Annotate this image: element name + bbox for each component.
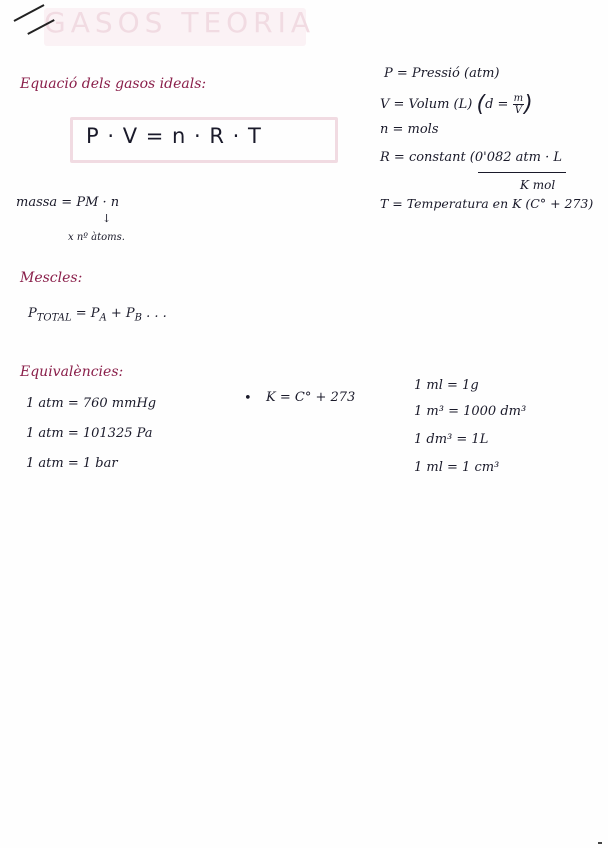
equivalences-heading: Equivalències: xyxy=(20,364,124,380)
equiv-dm3-l: 1 dm³ = 1L xyxy=(414,432,489,447)
bullet-icon: • xyxy=(244,391,252,406)
density-fraction xyxy=(513,93,524,116)
def-pressure: P = Pressió (atm) xyxy=(384,66,500,81)
mixtures-heading: Mescles: xyxy=(20,270,83,286)
mass-note: x nº àtoms. xyxy=(68,232,125,243)
p-total-sub: TOTAL xyxy=(36,312,72,324)
pen-stroke xyxy=(14,4,45,22)
paren-close: ) xyxy=(524,92,533,117)
paren-open: ( xyxy=(476,92,486,117)
equiv-kelvin: K = C° + 273 xyxy=(266,390,356,405)
equiv-m3-dm3: 1 m³ = 1000 dm³ xyxy=(414,404,527,419)
mass-formula: massa = PM · n xyxy=(16,195,120,210)
density-label: d = xyxy=(485,97,509,112)
def-volume-text: V = Volum (L) xyxy=(380,97,473,112)
def-mols: n = mols xyxy=(380,122,439,137)
p-symbol: P xyxy=(28,306,37,321)
equals-pa: = P xyxy=(71,306,100,321)
ellipsis: . . . xyxy=(142,306,167,321)
arrow-down-icon: ↓ xyxy=(102,212,112,225)
def-constant xyxy=(380,150,562,165)
equiv-ml-cm3: 1 ml = 1 cm³ xyxy=(414,460,500,475)
density-denominator: V xyxy=(514,105,522,116)
def-volume xyxy=(380,92,533,117)
equiv-atm-pa: 1 atm = 101325 Pa xyxy=(26,426,153,441)
ideal-gas-heading: Equació dels gasos ideals: xyxy=(20,76,207,92)
r-numerator: atm · L xyxy=(515,150,563,165)
edge-mark xyxy=(598,842,602,844)
page-title: GASOS TEORIA xyxy=(44,6,316,39)
r-denominator: K mol xyxy=(520,178,556,192)
def-constant-text: R = constant (0'082 xyxy=(380,150,512,165)
equiv-atm-bar: 1 atm = 1 bar xyxy=(26,456,118,471)
equiv-atm-mmhg: 1 atm = 760 mmHg xyxy=(26,396,157,411)
pb-sub: B xyxy=(134,312,143,324)
plus-pb: + P xyxy=(106,306,135,321)
density-numerator: m xyxy=(513,93,524,104)
r-fraction-line xyxy=(478,172,566,173)
def-temperature: T = Temperatura en K (C° + 273) xyxy=(380,196,594,211)
pa-sub: A xyxy=(99,312,107,324)
dalton-formula xyxy=(28,306,167,324)
ideal-gas-formula: P · V = n · R · T xyxy=(86,124,262,148)
equiv-ml-g: 1 ml = 1g xyxy=(414,378,479,393)
